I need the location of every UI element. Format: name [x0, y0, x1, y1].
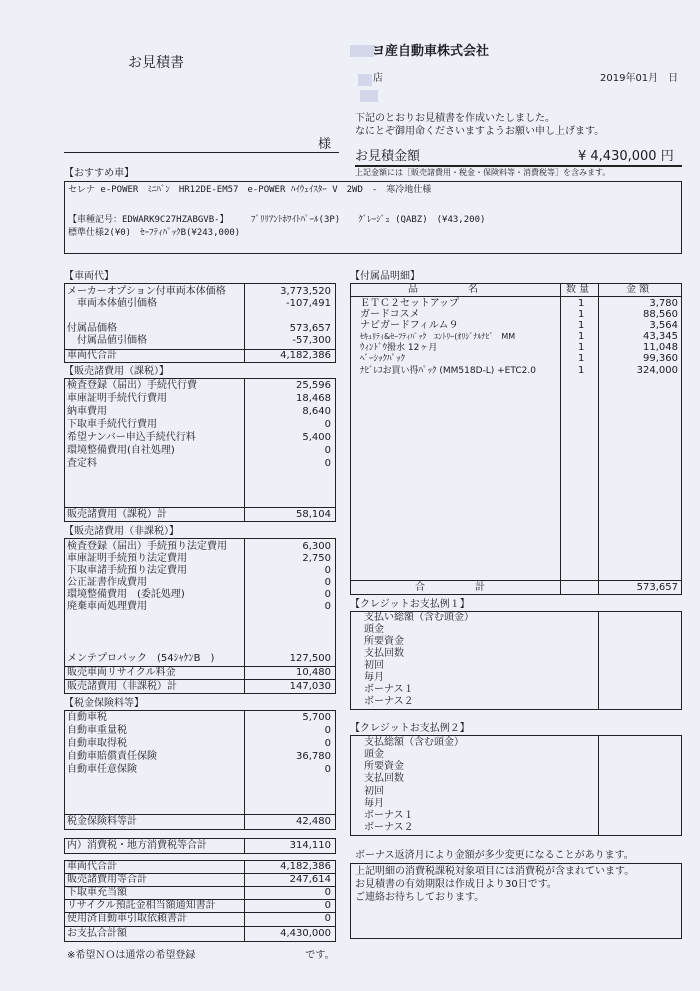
- accessory-amount: 3,564: [649, 320, 678, 331]
- recommended-heading: 【おすすめ車】: [64, 168, 135, 179]
- vehicle-row-value: 3,773,520: [280, 286, 331, 297]
- accessory-amount: 99,360: [643, 353, 678, 364]
- fee-row-value: 6,300: [302, 541, 331, 552]
- insurance-row-value: 0: [324, 738, 331, 749]
- recommended-spec: 標準仕様2(¥0) ｾｰﾌﾃｨﾊﾟｯｸB(¥243,000): [68, 228, 241, 238]
- credit1-row: 所要資金: [364, 636, 404, 647]
- credit1-row: ボーナス１: [364, 684, 414, 695]
- fees-taxable-total-value: 58,104: [296, 509, 331, 520]
- fee-row-value: 25,596: [296, 380, 331, 391]
- fee-row-label: 下取車諸手続預り法定費用: [67, 565, 187, 576]
- divider: [244, 378, 245, 522]
- accessories-col-name: 品 名: [408, 284, 478, 295]
- credit1-row: 初回: [364, 660, 384, 671]
- fee-row-label: 査定料: [67, 458, 97, 469]
- accessory-name: ﾅﾋﾞﾚｺお買い得ﾊﾟｯｸ (MM518D-L) +ETC2.0: [360, 366, 536, 376]
- footer-note: ※希望ＮＯは通常の希望登録 です。: [67, 950, 335, 961]
- summary-row-value: 247,614: [289, 874, 331, 885]
- accessory-amount: 88,560: [643, 309, 678, 320]
- divider: [244, 538, 245, 694]
- accessory-name: ガードコスメ: [360, 309, 420, 320]
- fees-taxable-total-label: 販売諸費用（課税）計: [67, 509, 167, 520]
- divider: [598, 735, 599, 836]
- credit1-row: 頭金: [364, 624, 384, 635]
- vehicle-total-label: 車両代合計: [67, 350, 117, 361]
- credit2-row: 毎月: [364, 798, 384, 809]
- fee-row-label: 納車費用: [67, 406, 107, 417]
- accessory-qty: 1: [578, 309, 585, 320]
- recommended-code: 【車種記号：EDWARK9C27HZABGVB-】 ﾌﾞﾘﾘｱﾝﾄﾎﾜｲﾄﾊﾟｰﾙ(3P) ｸﾞﾚｰｼﾞｭ (QABZ) (¥43,200): [68, 215, 486, 225]
- estimate-total-value: ¥ 4,430,000 円: [578, 149, 674, 164]
- credit1-row: 支払い総額（含む頭金）: [364, 612, 474, 623]
- accessory-qty: 1: [578, 365, 585, 376]
- estimate-total-underline: [355, 165, 682, 167]
- divider: [64, 507, 336, 508]
- insurance-row-value: 5,700: [302, 712, 331, 723]
- accessories-total-label: 合 計: [415, 582, 485, 593]
- divider: [64, 679, 336, 680]
- fee-row-value: 0: [324, 565, 331, 576]
- summary-row-value: 0: [324, 900, 331, 911]
- divider: [244, 283, 245, 363]
- accessory-qty: 1: [578, 342, 585, 353]
- accessories-col-qty: 数 量: [566, 284, 590, 295]
- insurance-row-label: 自動車重量税: [67, 725, 127, 736]
- credit1-row: 毎月: [364, 672, 384, 683]
- intro-line-1: 下記のとおりお見積書を作成いたしました。: [355, 113, 555, 124]
- accessory-amount: 43,345: [643, 331, 678, 342]
- fee-row-value: 18,468: [296, 393, 331, 404]
- fee-row-label: 環境整備費用(自社処理): [67, 445, 175, 456]
- customer-name-underline: [64, 152, 339, 153]
- accessory-name: ｾｷｭﾘﾃｨ&ｾｰﾌﾃｨﾊﾟｯｸ ｴﾝﾄﾘｰ(ｵﾘｼﾞﾅﾙﾅﾋﾞ MM: [360, 332, 516, 341]
- consumption-tax-value: 314,110: [289, 840, 331, 851]
- credit2-row: ボーナス２: [364, 822, 414, 833]
- fees-nontaxable-heading: 【販売諸費用（非課税）】: [64, 526, 179, 537]
- fee-row-value: 0: [324, 589, 331, 600]
- insurance-row-label: 自動車取得税: [67, 738, 127, 749]
- vehicle-row-label: メーカーオプション付車両本体価格: [67, 286, 226, 297]
- notes-line: ご連絡お待ちしております。: [355, 892, 485, 903]
- divider: [244, 838, 245, 854]
- credit2-row: ボーナス１: [364, 810, 414, 821]
- vehicle-row-value: -57,300: [292, 335, 331, 346]
- summary-row-label: 使用済自動車引取依頼書計: [67, 913, 187, 924]
- company-name: ヨ産自動車株式会社: [372, 44, 490, 59]
- credit1-heading: 【クレジットお支払例１】: [350, 599, 470, 610]
- summary-row-label: 下取車充当額: [67, 887, 127, 898]
- fee-row-value: 0: [324, 419, 331, 430]
- divider: [598, 611, 599, 710]
- insurance-row-value: 36,780: [296, 751, 331, 762]
- insurance-total-label: 税金保険料等計: [67, 816, 137, 827]
- insurance-row-label: 自動車賠償責任保険: [67, 751, 157, 762]
- fee-row-label: 廃棄車両処理費用: [67, 601, 147, 612]
- accessory-name: ＥＴＣ２セットアップ: [360, 298, 459, 309]
- summary-grand-total-label: お支払合計額: [67, 928, 127, 939]
- redaction-mark: [358, 74, 372, 86]
- credit2-row: 支払総額（含む頭金）: [364, 737, 464, 748]
- fee-row-value: 5,400: [302, 432, 331, 443]
- accessory-amount: 324,000: [636, 365, 678, 376]
- summary-row-value: 4,182,386: [280, 861, 331, 872]
- issue-date: 2019年01月 日: [600, 73, 679, 84]
- fee-row-label: 下取車手続代行費用: [67, 419, 157, 430]
- fee-row-value: 127,500: [289, 653, 331, 664]
- insurance-row-label: 自動車任意保険: [67, 764, 137, 775]
- vehicle-row-label: 付属品値引価格: [67, 335, 147, 346]
- summary-row-label: 販売諸費用等合計: [67, 874, 147, 885]
- vehicle-total-value: 4,182,386: [280, 350, 331, 361]
- bonus-note: ボーナス返済月により金額が多少変更になることがあります。: [355, 850, 634, 861]
- accessory-name: ｳｨﾝﾄﾞｳ撥水 12ヶ月: [360, 343, 438, 353]
- fee-row-label: 販売車両リサイクル料金: [67, 667, 176, 678]
- consumption-tax-label: 内）消費税・地方消費税等合計: [67, 840, 207, 851]
- customer-suffix: 様: [318, 137, 332, 152]
- vehicle-heading: 【車両代】: [64, 271, 114, 282]
- fee-row-value: 10,480: [296, 667, 331, 678]
- fee-row-label: 車庫証明手続代行費用: [67, 393, 167, 404]
- notes-line: 上記明細の消費税課税対象項目には消費税が含まれています。: [355, 866, 635, 877]
- vehicle-row-label: 付属品価格: [67, 323, 117, 334]
- accessory-qty: 1: [578, 298, 585, 309]
- divider: [64, 814, 336, 815]
- recommended-model: セレナ e-POWER ﾐﾆﾊﾞﾝ HR12DE-EM57 e-POWER ﾊｲｳｪｲｽﾀｰ V 2WD - 寒冷地仕様: [68, 185, 432, 195]
- vehicle-row-value: 573,657: [289, 323, 331, 334]
- summary-row-label: 車両代合計: [67, 861, 117, 872]
- fee-row-label: 検査登録（届出）手続預り法定費用: [67, 541, 227, 552]
- fee-row-label: 希望ナンバー申込手続代行料: [67, 432, 196, 443]
- fee-row-label: 公正証書作成費用: [67, 577, 147, 588]
- summary-row-label: リサイクル預託金相当額通知書計: [67, 900, 216, 911]
- divider: [350, 296, 682, 297]
- divider: [64, 926, 336, 927]
- divider: [350, 580, 682, 581]
- document-title: お見積書: [128, 55, 184, 71]
- accessory-amount: 3,780: [649, 298, 678, 309]
- accessory-qty: 1: [578, 320, 585, 331]
- credit2-row: 支払回数: [364, 773, 404, 784]
- fee-row-label: 環境整備費用 (委託処理): [67, 589, 185, 600]
- credit2-heading: 【クレジットお支払例２】: [350, 723, 470, 734]
- redaction-mark: [360, 90, 378, 102]
- accessories-col-amount: 金 額: [626, 284, 650, 295]
- accessory-name: ナビガードフィルム９: [360, 320, 459, 331]
- fee-row-label: メンテプロパック (54ｼｬｹﾝB ): [67, 653, 215, 664]
- fee-row-value: 0: [324, 601, 331, 612]
- fee-row-value: 0: [324, 577, 331, 588]
- summary-row-value: 0: [324, 887, 331, 898]
- redaction-mark: [350, 45, 374, 57]
- credit1-row: ボーナス２: [364, 696, 414, 707]
- insurance-row-value: 0: [324, 764, 331, 775]
- accessory-amount: 11,048: [643, 342, 678, 353]
- fees-nontaxable-total-value: 147,030: [289, 681, 331, 692]
- notes-line: お見積書の有効期限は作成日より30日です。: [355, 879, 557, 890]
- insurance-row-label: 自動車税: [67, 712, 107, 723]
- fees-nontaxable-total-label: 販売諸費用（非課税）計: [67, 681, 177, 692]
- credit2-row: 頭金: [364, 749, 384, 760]
- insurance-total-value: 42,480: [296, 816, 331, 827]
- fee-row-label: 車庫証明手続預り法定費用: [67, 553, 187, 564]
- fees-taxable-heading: 【販売諸費用（課税）】: [64, 366, 169, 377]
- divider: [560, 283, 561, 595]
- fee-row-value: 2,750: [302, 553, 331, 564]
- fee-row-label: 検査登録（届出）手続代行費: [67, 380, 197, 391]
- divider: [244, 710, 245, 830]
- accessory-qty: 1: [578, 353, 585, 364]
- insurance-row-value: 0: [324, 725, 331, 736]
- accessories-heading: 【付属品明細】: [350, 271, 420, 282]
- divider: [598, 283, 599, 595]
- credit2-row: 所要資金: [364, 761, 404, 772]
- fee-row-value: 0: [324, 458, 331, 469]
- estimate-total-note: 上記金額には［販売諸費用・税金・保険料等・消費税等］を含みます。: [355, 168, 611, 177]
- accessories-total-value: 573,657: [636, 582, 678, 593]
- accessory-name: ﾍﾞｰｼｯｸﾊﾟｯｸ: [360, 354, 406, 364]
- credit1-row: 支払回数: [364, 648, 404, 659]
- summary-row-value: 0: [324, 913, 331, 924]
- vehicle-row-label: 車両本体値引価格: [67, 298, 157, 309]
- insurance-heading: 【税金保険料等】: [64, 698, 144, 709]
- summary-grand-total-value: 4,430,000: [280, 928, 331, 939]
- accessory-qty: 1: [578, 331, 585, 342]
- branch-name: 店: [373, 73, 383, 84]
- vehicle-row-value: -107,491: [286, 298, 331, 309]
- fee-row-value: 8,640: [302, 406, 331, 417]
- estimate-total-label: お見積金額: [355, 149, 421, 164]
- fee-row-value: 0: [324, 445, 331, 456]
- credit2-row: 初回: [364, 786, 384, 797]
- intro-line-2: なにとぞ御用命くださいますようお願い申し上げます。: [355, 126, 605, 137]
